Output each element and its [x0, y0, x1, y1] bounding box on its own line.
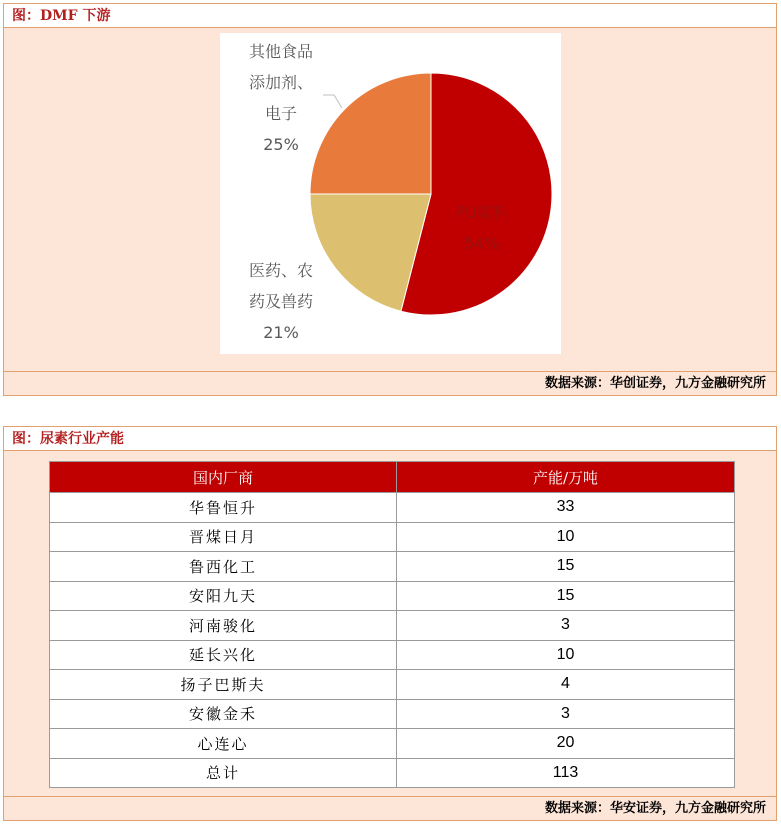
header-manufacturer: 国内厂商: [50, 462, 397, 493]
table-row: [50, 758, 735, 788]
capacity-cell: 15: [397, 581, 735, 611]
slice-label-line: 添加剂、: [248, 73, 314, 92]
slice-label-line: 25%: [263, 135, 299, 154]
panel-title: 图：尿素行业产能: [4, 427, 776, 451]
table-header-row: [50, 462, 735, 493]
header-capacity: 产能/万吨: [397, 462, 735, 493]
capacity-cell: 15: [397, 552, 735, 582]
panel-title: 图：DMF 下游: [4, 4, 776, 28]
table-row: [50, 640, 735, 670]
dmf-downstream-panel: [3, 3, 777, 396]
manufacturer-cell: 延长兴化: [50, 640, 397, 670]
table-row: [50, 581, 735, 611]
capacity-table: [49, 461, 735, 788]
manufacturer-cell: 河南骏化: [50, 611, 397, 641]
capacity-cell: 10: [397, 640, 735, 670]
manufacturer-cell: 总计: [50, 758, 397, 788]
slice-label-line: 54%: [464, 234, 500, 253]
table-row: [50, 611, 735, 641]
table-row: [50, 522, 735, 552]
source-note: 数据来源：华创证券，九方金融研究所: [4, 371, 776, 395]
slice-label-line: 其他食品: [248, 42, 314, 61]
leader-line: [323, 95, 342, 108]
slice-label: [249, 261, 313, 342]
pie-chart: [220, 33, 561, 354]
slice-label-line: PU浆料: [455, 203, 509, 222]
slice-label: [249, 42, 313, 154]
slice-label-line: 21%: [263, 323, 299, 342]
capacity-cell: 33: [397, 493, 735, 523]
capacity-cell: 113: [397, 758, 735, 788]
capacity-cell: 3: [397, 699, 735, 729]
manufacturer-cell: 华鲁恒升: [50, 493, 397, 523]
slice-label-line: 药及兽药: [248, 292, 314, 311]
capacity-cell: 3: [397, 611, 735, 641]
pie-slice: [310, 73, 431, 194]
capacity-cell: 10: [397, 522, 735, 552]
slice-label-line: 电子: [264, 104, 298, 123]
table-body: [50, 493, 735, 788]
manufacturer-cell: 安徽金禾: [50, 699, 397, 729]
table-row: [50, 699, 735, 729]
capacity-cell: 20: [397, 729, 735, 759]
manufacturer-cell: 安阳九天: [50, 581, 397, 611]
manufacturer-cell: 晋煤日月: [50, 522, 397, 552]
manufacturer-cell: 扬子巴斯夫: [50, 670, 397, 700]
slice-label-line: 医药、农: [248, 261, 314, 280]
urea-capacity-panel: [3, 426, 777, 821]
table-row: [50, 493, 735, 523]
capacity-cell: 4: [397, 670, 735, 700]
table-row: [50, 552, 735, 582]
manufacturer-cell: 心连心: [50, 729, 397, 759]
source-note: 数据来源：华安证券，九方金融研究所: [4, 796, 776, 820]
table-row: [50, 729, 735, 759]
table-row: [50, 670, 735, 700]
pie-chart-area: [220, 33, 561, 354]
manufacturer-cell: 鲁西化工: [50, 552, 397, 582]
capacity-table-wrap: [49, 461, 735, 788]
